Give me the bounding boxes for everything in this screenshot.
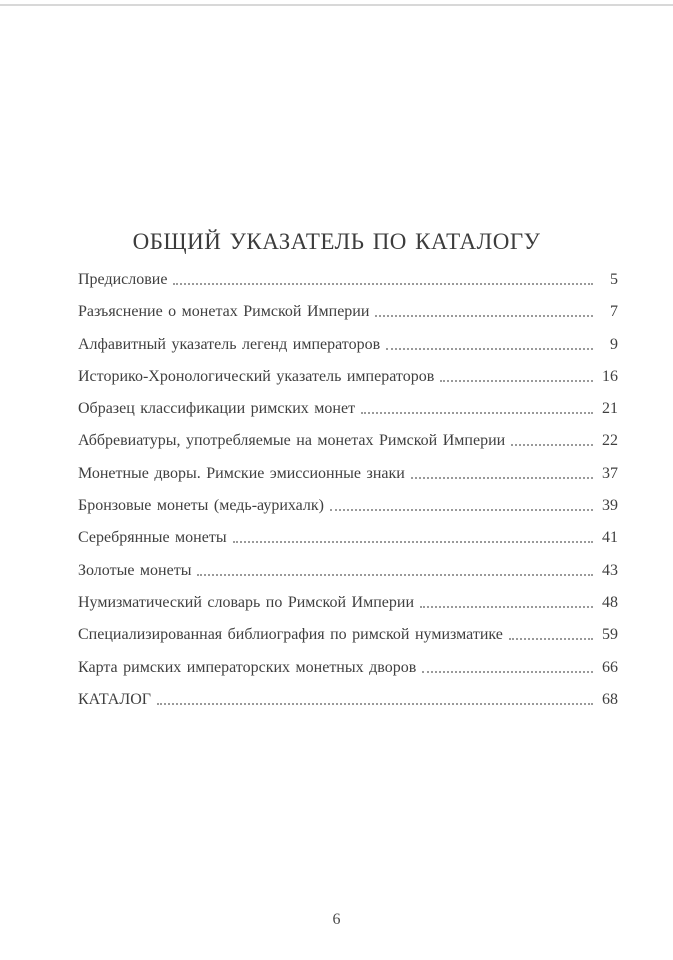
- toc-leader-dots: [509, 625, 593, 640]
- toc-leader-dots: [440, 367, 593, 382]
- toc-entry-label: Серебрянные монеты: [78, 529, 227, 547]
- toc-entry-label: Историко-Хронологический указатель императоров: [78, 367, 435, 385]
- toc-entry-label: Алфавитный указатель легенд императоров: [78, 335, 381, 353]
- toc-leader-dots: [375, 302, 593, 317]
- toc-entry-page: 22: [602, 432, 618, 450]
- toc-entry: [78, 302, 618, 321]
- toc-entry-page: 43: [602, 561, 618, 579]
- toc-entry-label: Бронзовые монеты (медь-аурихалк): [78, 497, 324, 515]
- toc-leader-dots: [157, 690, 593, 705]
- toc-entry-page: 41: [602, 529, 618, 547]
- toc-leader-dots: [422, 658, 593, 673]
- toc-entry-page: 5: [610, 271, 618, 288]
- toc-entry: [78, 496, 618, 515]
- toc-leader-dots: [511, 431, 593, 446]
- toc-entry-page: 9: [610, 335, 618, 353]
- scan-top-edge-line: [0, 4, 673, 6]
- toc-entry: [78, 464, 618, 483]
- toc-entry-label: Аббревиатуры, употребляемые на монетах Римской Империи: [78, 432, 506, 450]
- toc-entry: [78, 658, 618, 677]
- toc-entry-label: Нумизматический словарь по Римской Империи: [78, 593, 414, 611]
- toc-entry-page: 16: [602, 367, 618, 385]
- toc-entry-page: 59: [602, 626, 618, 644]
- toc-leader-dots: [420, 593, 593, 608]
- toc-entry-label: Золотые монеты: [78, 561, 192, 579]
- table-of-contents: [78, 270, 618, 722]
- toc-entry: [78, 625, 618, 644]
- toc-leader-dots: [330, 496, 593, 511]
- toc-entry: [78, 270, 618, 289]
- toc-entry-page: 48: [602, 593, 618, 611]
- toc-entry-page: 39: [602, 497, 618, 515]
- toc-entry-label: КАТАЛОГ: [78, 690, 152, 708]
- toc-entry-label: Образец классификации римских монет: [78, 400, 356, 418]
- toc-entry-label: Специализированная библиография по римской нумизматике: [78, 626, 503, 644]
- toc-entry-page: 66: [602, 658, 618, 676]
- toc-leader-dots: [411, 464, 593, 479]
- toc-leader-dots: [233, 528, 593, 543]
- toc-entry: [78, 335, 618, 354]
- toc-entry-label: Предисловие: [78, 271, 168, 288]
- toc-leader-dots: [197, 561, 593, 576]
- toc-leader-dots: [361, 399, 593, 414]
- page-title: ОБЩИЙ УКАЗАТЕЛЬ ПО КАТАЛОГУ: [132, 229, 541, 254]
- toc-entry-page: 21: [602, 400, 618, 418]
- toc-entry: [78, 561, 618, 580]
- toc-entry-page: 68: [602, 690, 618, 708]
- footer-page-number: 6: [332, 911, 341, 928]
- toc-entry: [78, 690, 618, 709]
- toc-leader-dots: [173, 270, 593, 285]
- toc-entry-page: 37: [602, 464, 618, 482]
- toc-entry: [78, 528, 618, 547]
- toc-entry: [78, 431, 618, 450]
- toc-entry-label: Карта римских императорских монетных дворов: [78, 658, 417, 676]
- toc-entry: [78, 399, 618, 418]
- toc-leader-dots: [386, 335, 593, 350]
- toc-entry: [78, 593, 618, 612]
- toc-entry: [78, 367, 618, 386]
- toc-entry-label: Разъяснение о монетах Римской Империи: [78, 303, 370, 321]
- toc-entry-label: Монетные дворы. Римские эмиссионные знаки: [78, 464, 405, 482]
- toc-entry-page: 7: [610, 303, 618, 321]
